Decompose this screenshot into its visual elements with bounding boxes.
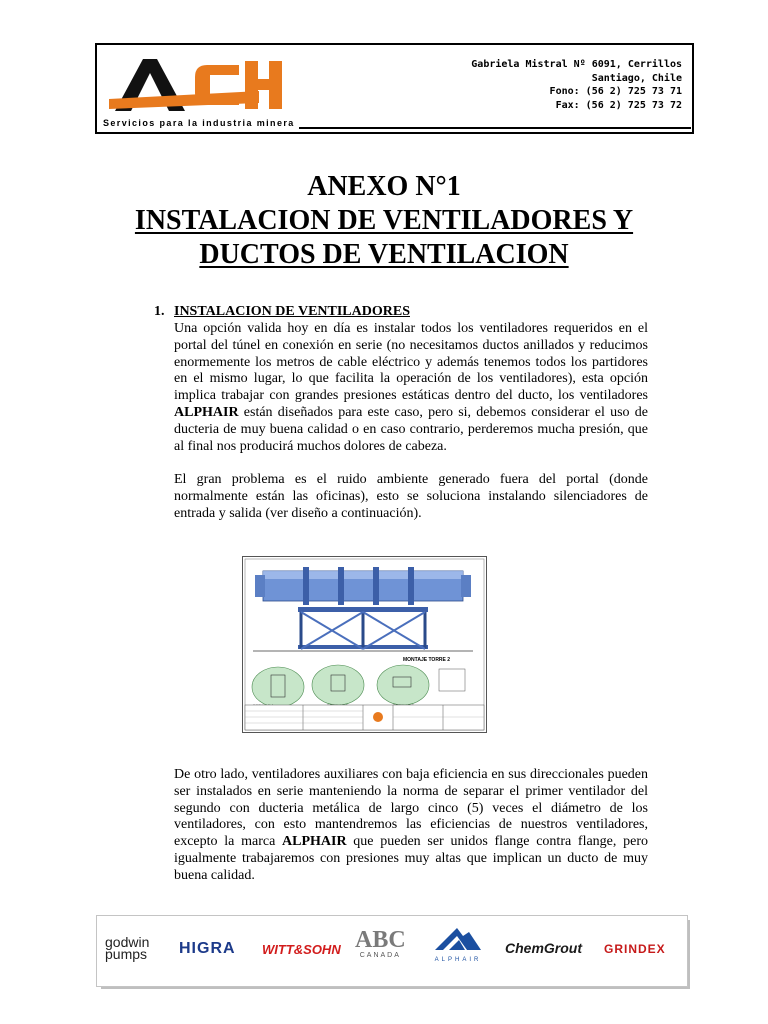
brand-canada: CANADA (359, 952, 401, 959)
title-line-3: DUCTOS DE VENTILACION (199, 239, 569, 270)
letterhead (95, 43, 694, 134)
brand-alphair: ALPHAIR (174, 404, 239, 420)
drawing-caption: MONTAJE TORRE 2 (403, 657, 451, 663)
fan-installation-drawing (242, 556, 487, 733)
paragraph-3-text-a: De otro lado, ventiladores auxiliares con baja eficiencia en sus direccionales pueden ser instalados en serie manteniendo la norma de separar el primer ventilador del segundo con ducteria metálica de largo cinco (5) veces el diámetro de los ventiladores, con esto mantendremos las eficiencias de nuestros ventiladores, excepto la marca (174, 767, 648, 850)
brand-pumps: pumps (105, 946, 148, 962)
document-title (0, 170, 768, 272)
partner-brands-footer (96, 915, 688, 987)
section-title: INSTALACION DE VENTILADORES (174, 304, 410, 319)
paragraph-1-text-a: Una opción valida hoy en día es instalar todos los ventiladores requeridos en el portal del túnel en conexión en serie (no necesitamos ductos anillados y reducimos enormemente los metros de cable eléctrico y además tenemos todos los partidores en el mismo lugar, lo que facilita la operación de los ventiladores), esta opción implica trabajar con grandes presiones estáticas dentro del ducto, los ventiladores (174, 321, 648, 404)
title-line-2: INSTALACION DE VENTILADORES Y (134, 205, 634, 236)
address-line: Santiago, Chile (591, 72, 682, 84)
paragraph-3-text-b: que pueden ser unidos flange contra flange, pero igualmente trabajaremos con presiones muy altas que implican un ducto de muy buena calidad. (174, 834, 649, 883)
brand-grindex: GRINDEX (604, 942, 666, 956)
company-address (471, 58, 682, 112)
paragraph-3 (174, 767, 648, 885)
alphair-mountain-icon (433, 926, 483, 952)
company-tagline: Servicios para la industria minera (103, 118, 295, 128)
brand-abc-canada (355, 928, 406, 959)
paragraph-1 (174, 321, 648, 455)
brand-witt-sohn: WITT&SOHN (262, 942, 341, 957)
drawing-svg (243, 557, 486, 732)
brand-chemgrout: ChemGrout (505, 940, 582, 956)
address-line: Gabriela Mistral Nº 6091, Cerrillos (471, 59, 682, 70)
brand-alphair-logo (427, 926, 489, 963)
brand-higra: HIGRA (179, 940, 236, 957)
fax-line: Fax: (56 2) 725 73 72 (555, 99, 682, 111)
section-number: 1. (154, 304, 165, 319)
section-heading (154, 304, 410, 320)
header-rule (299, 127, 691, 129)
paragraph-2: El gran problema es el ruido ambiente generado fuera del portal (donde normalmente están las oficinas), esto se soluciona instalando silenciadores de entrada y salida (ver diseño a continuación). (174, 472, 648, 521)
phone-line: Fono: (56 2) 725 73 71 (549, 86, 682, 97)
paragraph-1-text-b: están diseñados para este caso, pero si, debemos considerar el uso de ducteria de muy buena calidad o en caso contrario, perderemos mucha presión, que al final nos producirá muchos dolores de cabeza. (174, 404, 648, 454)
brand-abc: ABC (355, 927, 406, 953)
brand-godwin-pumps (105, 936, 149, 960)
title-line-1: ANEXO N°1 (307, 171, 461, 202)
brand-alphair: ALPHAIR (282, 834, 347, 850)
brand-alphair: ALPHAIR (434, 957, 482, 963)
brand-godwin: godwin (105, 934, 150, 950)
ach-logo (109, 53, 284, 115)
